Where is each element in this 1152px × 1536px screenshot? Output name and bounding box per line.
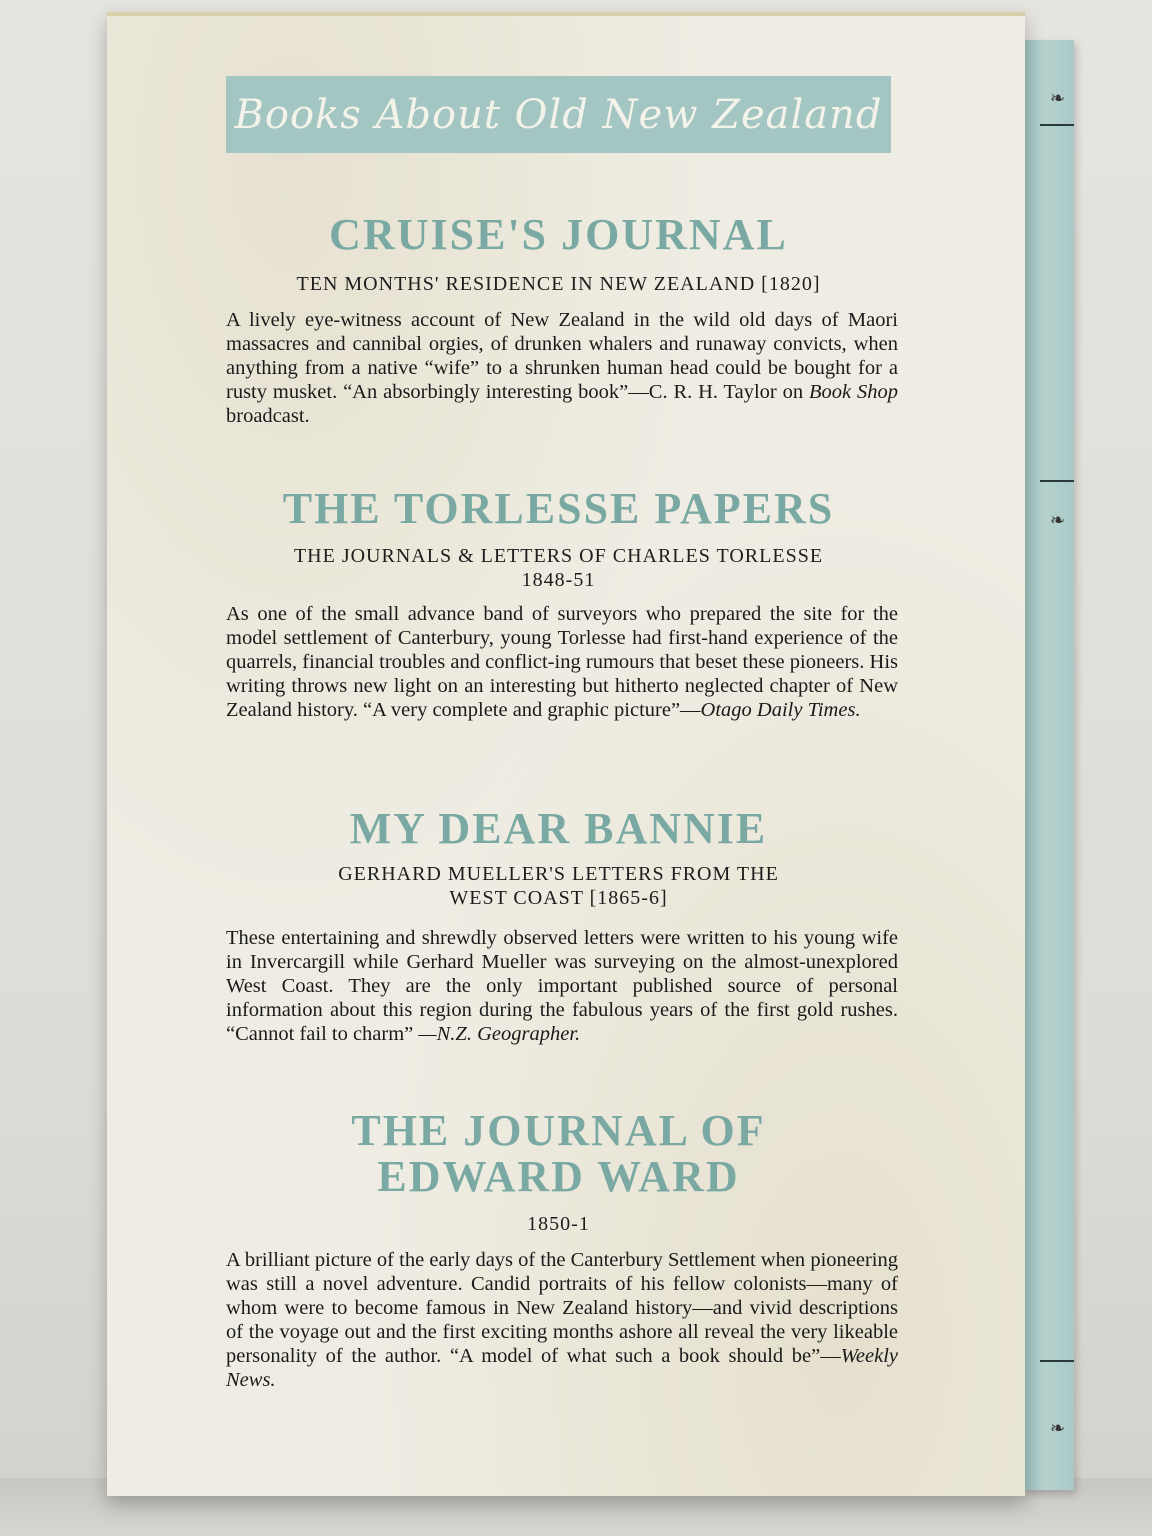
banner (226, 76, 891, 153)
spine-ornament-icon: ❧ (1050, 1418, 1066, 1438)
book-description-tail: broadcast. (226, 405, 310, 427)
spine-ornament-icon: ❧ (1050, 88, 1066, 108)
spine-rule (1040, 1360, 1074, 1362)
book-description (226, 308, 898, 428)
book-subtitle-date: 1848-51 (521, 569, 596, 591)
book-description (226, 926, 898, 1046)
book-title: THE JOURNAL OF (351, 1106, 766, 1155)
book-description-italic: —N.Z. Geographer. (418, 1023, 581, 1045)
book-subtitle-date: WEST COAST [1865-6] (449, 887, 668, 909)
book-subtitle: TEN MONTHS' RESIDENCE IN NEW ZEALAND [1820] (296, 273, 821, 295)
book-description (226, 1248, 898, 1392)
book-description-italic: Book Shop (809, 381, 899, 403)
spine-ornament-icon: ❧ (1050, 510, 1066, 530)
book-description-text: A brilliant picture of the early days of the Canterbury Settlement when pioneering was still a novel adventure. Candid portraits of his fellow colonists—many of whom were to become famous in New Zealand history—and vivid descriptions of the voyage out and the first exciting months ashore all reveal the very likeable personality of the author. “A model of what such a book should be”— (226, 1249, 898, 1367)
book-description-italic: Weekly News. (226, 1345, 898, 1391)
book-title: MY DEAR BANNIE (349, 804, 768, 853)
book-description (226, 602, 898, 722)
book-subtitle: 1850-1 (527, 1213, 590, 1235)
book-description-italic: Otago Daily Times. (700, 699, 861, 721)
spine-rule (1040, 124, 1074, 126)
book-title: CRUISE'S JOURNAL (329, 210, 788, 259)
spine-rule (1040, 480, 1074, 482)
book-description-text: These entertaining and shrewdly observed letters were written to his young wife in Invercargill while Gerhard Mueller was surveying on the almost-unexplored West Coast. They are the only important published source of personal information about this region during the fabulous years of the first gold rushes. “Cannot fail to charm” (226, 927, 898, 1045)
book-description-text: A lively eye-witness account of New Zealand in the wild old days of Maori massacres and cannibal orgies, of drunken whalers and runaway convicts, when anything from a native “wife” to a shrunken human head could be bought for a rusty musket. “An absorbingly interesting book”—C. R. H. Taylor on (226, 309, 898, 403)
book-title: THE TORLESSE PAPERS (282, 484, 835, 533)
book-spine (1022, 40, 1074, 1490)
book-subtitle: THE JOURNALS & LETTERS OF CHARLES TORLESSE (293, 545, 824, 567)
book-title-line2: EDWARD WARD (377, 1152, 740, 1201)
banner-title: Books About Old New Zealand (234, 91, 883, 138)
book-subtitle: GERHARD MUELLER'S LETTERS FROM THE (338, 863, 779, 885)
book-description-text: As one of the small advance band of surveyors who prepared the site for the model settlement of Canterbury, young Torlesse had first-hand experience of the quarrels, financial troubles and conflict-ing rumours that beset these pioneers. His writing throws new light on an interesting but hitherto neglected chapter of New Zealand history. “A very complete and graphic picture”— (226, 603, 898, 721)
